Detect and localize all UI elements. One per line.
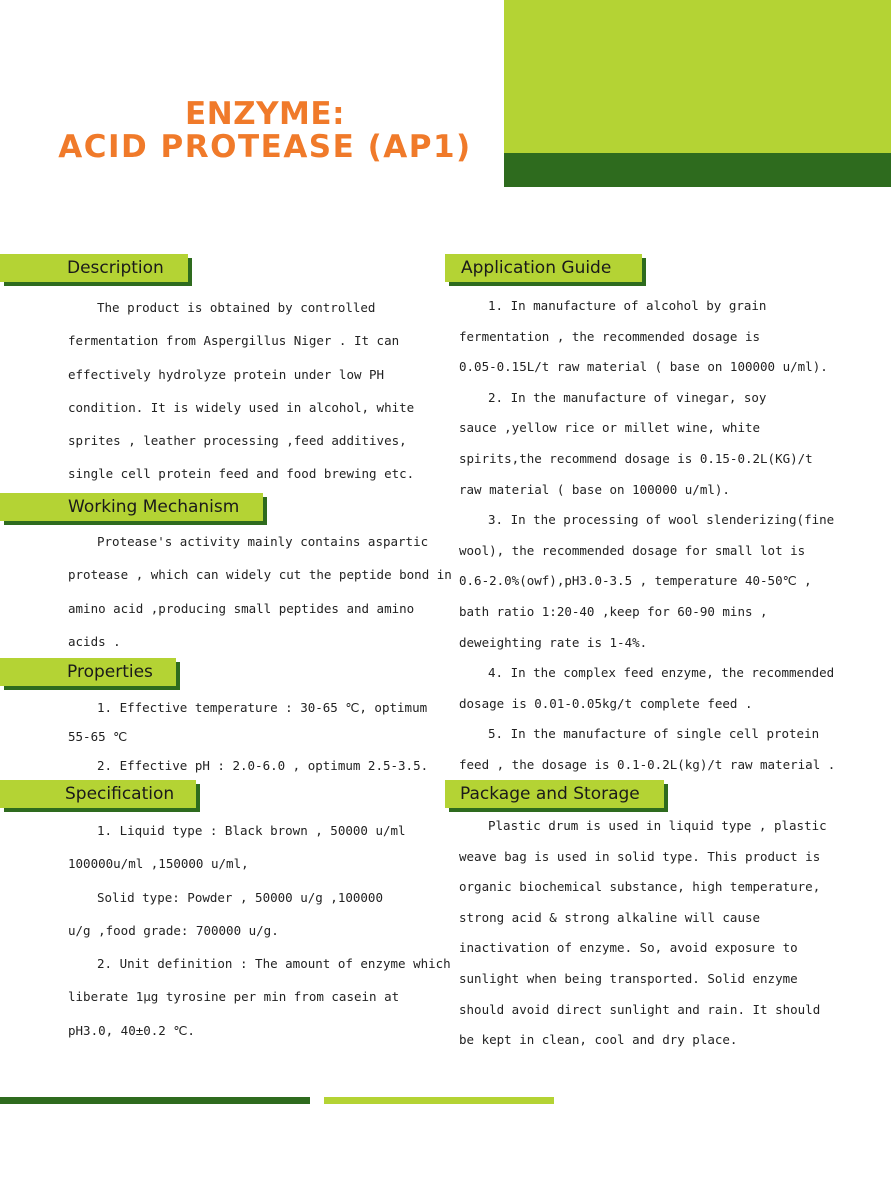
application-guide-line: 4. In the complex feed enzyme, the recommended: [488, 665, 835, 681]
package-storage-line: inactivation of enzyme. So, avoid exposure to: [459, 940, 798, 956]
specification-body: [68, 814, 451, 1047]
working-mechanism-line: amino acid ,producing small peptides and amino: [68, 600, 415, 616]
page-title-line-1: ENZYME:: [185, 96, 345, 132]
properties-body: [68, 693, 448, 780]
specification-line: pH3.0, 40±0.2 ℃.: [68, 1022, 195, 1038]
package-storage-line: should avoid direct sunlight and rain. It should: [459, 1001, 821, 1017]
application-guide-line: 3. In the processing of wool slenderizing(fine: [488, 512, 835, 528]
working-mechanism-line: Protease's activity mainly contains aspartic: [97, 534, 429, 549]
application-guide-line: feed , the dosage is 0.1-0.2L(kg)/t raw material .: [459, 756, 836, 772]
footer-lime-bar: [324, 1097, 554, 1104]
package-storage-line: sunlight when being transported. Solid enzyme: [459, 970, 798, 986]
specification-line: 1. Liquid type : Black brown , 50000 u/ml: [97, 823, 406, 838]
application-guide-line: deweighting rate is 1-4%.: [459, 634, 648, 650]
application-guide-line: 5. In the manufacture of single cell protein: [488, 726, 820, 742]
package-storage-line: be kept in clean, cool and dry place.: [459, 1032, 738, 1048]
application-guide-line: bath ratio 1:20-40 ,keep for 60-90 mins ,: [459, 603, 768, 619]
description-line: effectively hydrolyze protein under low PH: [68, 366, 385, 382]
properties-line: 2. Effective pH : 2.0-6.0 , optimum 2.5-3.5.: [97, 758, 429, 773]
working-mechanism-body: [68, 525, 452, 658]
footer-dark-green-bar: [0, 1097, 310, 1104]
application-guide-line: fermentation , the recommended dosage is: [459, 328, 761, 344]
description-line: single cell protein feed and food brewing etc.: [68, 466, 415, 482]
properties-line: 1. Effective temperature : 30-65 ℃, optimum: [97, 700, 428, 715]
description-heading: Description: [0, 254, 188, 282]
package-storage-line: weave bag is used in solid type. This product is: [459, 848, 821, 864]
description-line: fermentation from Aspergillus Niger . It can: [68, 333, 400, 349]
properties-heading: Properties: [0, 658, 176, 686]
description-line: The product is obtained by controlled: [97, 300, 376, 315]
package-storage-body: [459, 811, 834, 1056]
application-guide-line: 1. In manufacture of alcohol by grain: [488, 298, 767, 313]
description-line: condition. It is widely used in alcohol, white: [68, 399, 415, 415]
working-mechanism-line: protease , which can widely cut the peptide bond in: [68, 567, 452, 583]
application-guide-line: raw material ( base on 100000 u/ml).: [459, 481, 730, 497]
description-line: sprites , leather processing ,feed additives,: [68, 433, 407, 449]
application-guide-line: sauce ,yellow rice or millet wine, white: [459, 420, 761, 436]
specification-line: liberate 1μg tyrosine per min from casein at: [68, 989, 400, 1005]
specification-line: u/g ,food grade: 700000 u/g.: [68, 922, 279, 938]
specification-line: 100000u/ml ,150000 u/ml,: [68, 856, 249, 872]
package-storage-line: organic biochemical substance, high temperature,: [459, 879, 821, 895]
package-storage-line: Plastic drum is used in liquid type , plastic: [488, 818, 827, 833]
page-title-line-2: ACID PROTEASE (AP1): [58, 129, 472, 165]
package-storage-line: strong acid & strong alkaline will cause: [459, 909, 761, 925]
properties-line: 55-65 ℃: [68, 729, 128, 744]
header-lime-block: [504, 0, 891, 153]
package-storage-heading: Package and Storage: [445, 780, 664, 808]
specification-heading: Specification: [0, 780, 196, 808]
application-guide-heading: Application Guide: [445, 254, 642, 282]
application-guide-line: wool), the recommended dosage for small lot is: [459, 542, 806, 558]
application-guide-line: spirits,the recommend dosage is 0.15-0.2L(KG)/t: [459, 450, 813, 466]
application-guide-line: 0.05-0.15L/t raw material ( base on 100000 u/ml).: [459, 359, 828, 375]
header-green-band: [504, 153, 891, 187]
application-guide-line: dosage is 0.01-0.05kg/t complete feed .: [459, 695, 753, 711]
description-body: [68, 291, 448, 491]
application-guide-line: 2. In the manufacture of vinegar, soy: [488, 389, 767, 405]
specification-line: 2. Unit definition : The amount of enzyme which: [97, 956, 451, 972]
working-mechanism-heading: Working Mechanism: [0, 493, 263, 521]
application-guide-line: 0.6-2.0%(owf),pH3.0-3.5 , temperature 40-50℃ ,: [459, 573, 812, 589]
specification-line: Solid type: Powder , 50000 u/g ,100000: [97, 889, 383, 905]
working-mechanism-line: acids .: [68, 633, 121, 649]
application-guide-body: [459, 291, 834, 781]
